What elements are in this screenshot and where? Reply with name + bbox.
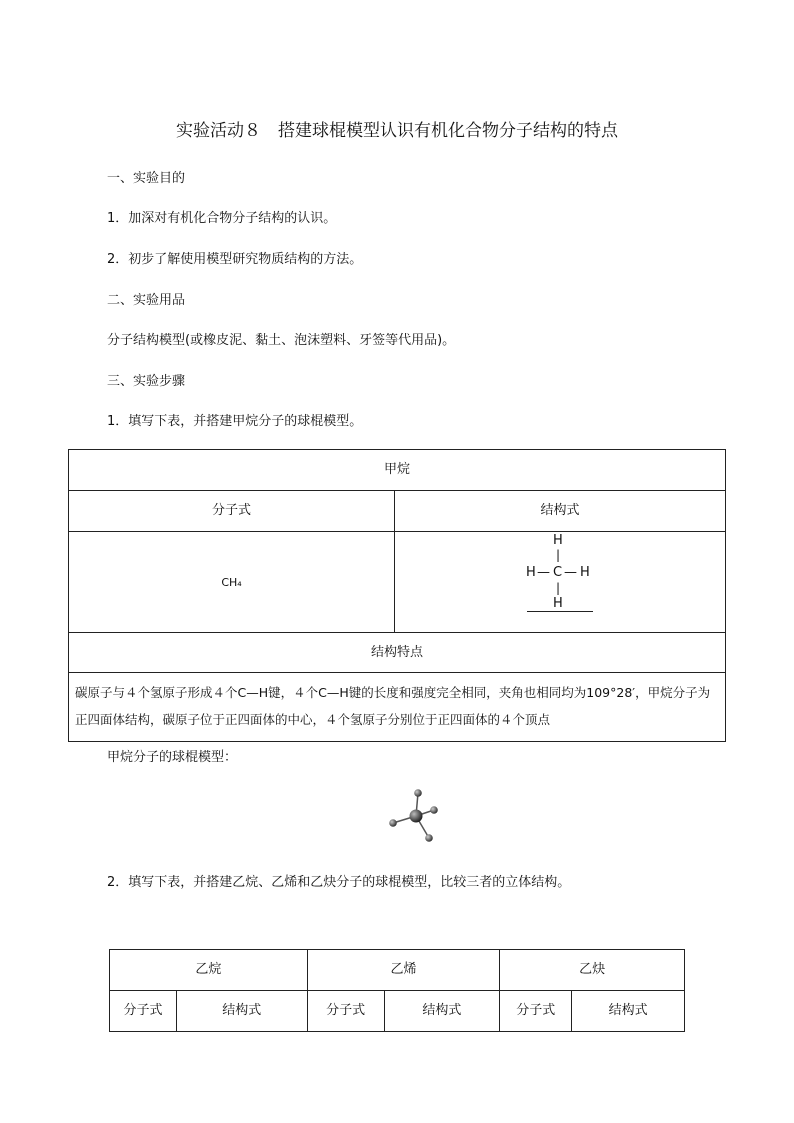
materials-text: 分子结构模型(或橡皮泥、黏土、泡沫塑料、牙签等代用品)。	[107, 333, 456, 348]
bond-left: —	[537, 565, 550, 580]
model-label: 甲烷分子的球棍模型：	[107, 750, 238, 765]
page-title: 实验活动８ 搭建球棍模型认识有机化合物分子结构的特点	[176, 121, 618, 141]
hydrogen-atom	[389, 819, 397, 827]
bond-bottom: |	[556, 581, 561, 595]
methane-table	[68, 449, 726, 742]
ethylene-structure-header: 结构式	[384, 991, 500, 1032]
atom-h-top: H	[553, 533, 563, 548]
hydrogen-atom	[425, 834, 433, 842]
section-heading-steps: 三、实验步骤	[107, 374, 186, 389]
methane-formula: CH₄	[69, 532, 395, 633]
ethane-formula-header: 分子式	[110, 991, 177, 1032]
col-structure-header: 结构式	[395, 491, 726, 532]
section-heading-purpose: 一、实验目的	[107, 171, 186, 186]
methane-structural-formula	[395, 532, 726, 633]
hydrogen-atom	[430, 806, 438, 814]
comparison-table	[109, 949, 685, 1032]
bond-right: —	[564, 565, 577, 580]
section-heading-materials: 二、实验用品	[107, 293, 186, 308]
carbon-atom	[410, 810, 423, 823]
methane-header: 甲烷	[69, 450, 726, 491]
underline	[527, 611, 593, 612]
acetylene-formula-header: 分子式	[500, 991, 572, 1032]
hydrogen-atom	[414, 789, 422, 797]
atom-h-bottom: H	[553, 596, 563, 611]
atom-h-right: H	[580, 565, 590, 580]
features-text: 碳原子与４个氢原子形成４个C—H键，４个C—H键的长度和强度完全相同，夹角也相同均为109°28′，甲烷分子为正四面体结构，碳原子位于正四面体的中心，４个氢原子分别位于正四面体的４个顶点	[69, 673, 726, 742]
step-1-text: 1．填写下表，并搭建甲烷分子的球棍模型。	[107, 414, 363, 429]
methane-ball-stick-model	[380, 776, 450, 846]
header-ethane: 乙烷	[110, 950, 308, 991]
ethylene-formula-header: 分子式	[307, 991, 384, 1032]
atom-c-center: C	[553, 565, 563, 580]
header-acetylene: 乙炔	[500, 950, 685, 991]
atom-h-left: H	[526, 565, 536, 580]
bond-top: |	[556, 548, 561, 562]
acetylene-structure-header: 结构式	[572, 991, 685, 1032]
header-ethylene: 乙烯	[307, 950, 500, 991]
ethane-structure-header: 结构式	[176, 991, 307, 1032]
step-2-text: 2．填写下表，并搭建乙烷、乙烯和乙炔分子的球棍模型，比较三者的立体结构。	[107, 875, 571, 890]
purpose-item-1: 1．加深对有机化合物分子结构的认识。	[107, 211, 337, 226]
col-formula-header: 分子式	[69, 491, 395, 532]
purpose-item-2: 2．初步了解使用模型研究物质结构的方法。	[107, 252, 363, 267]
features-header: 结构特点	[69, 633, 726, 673]
